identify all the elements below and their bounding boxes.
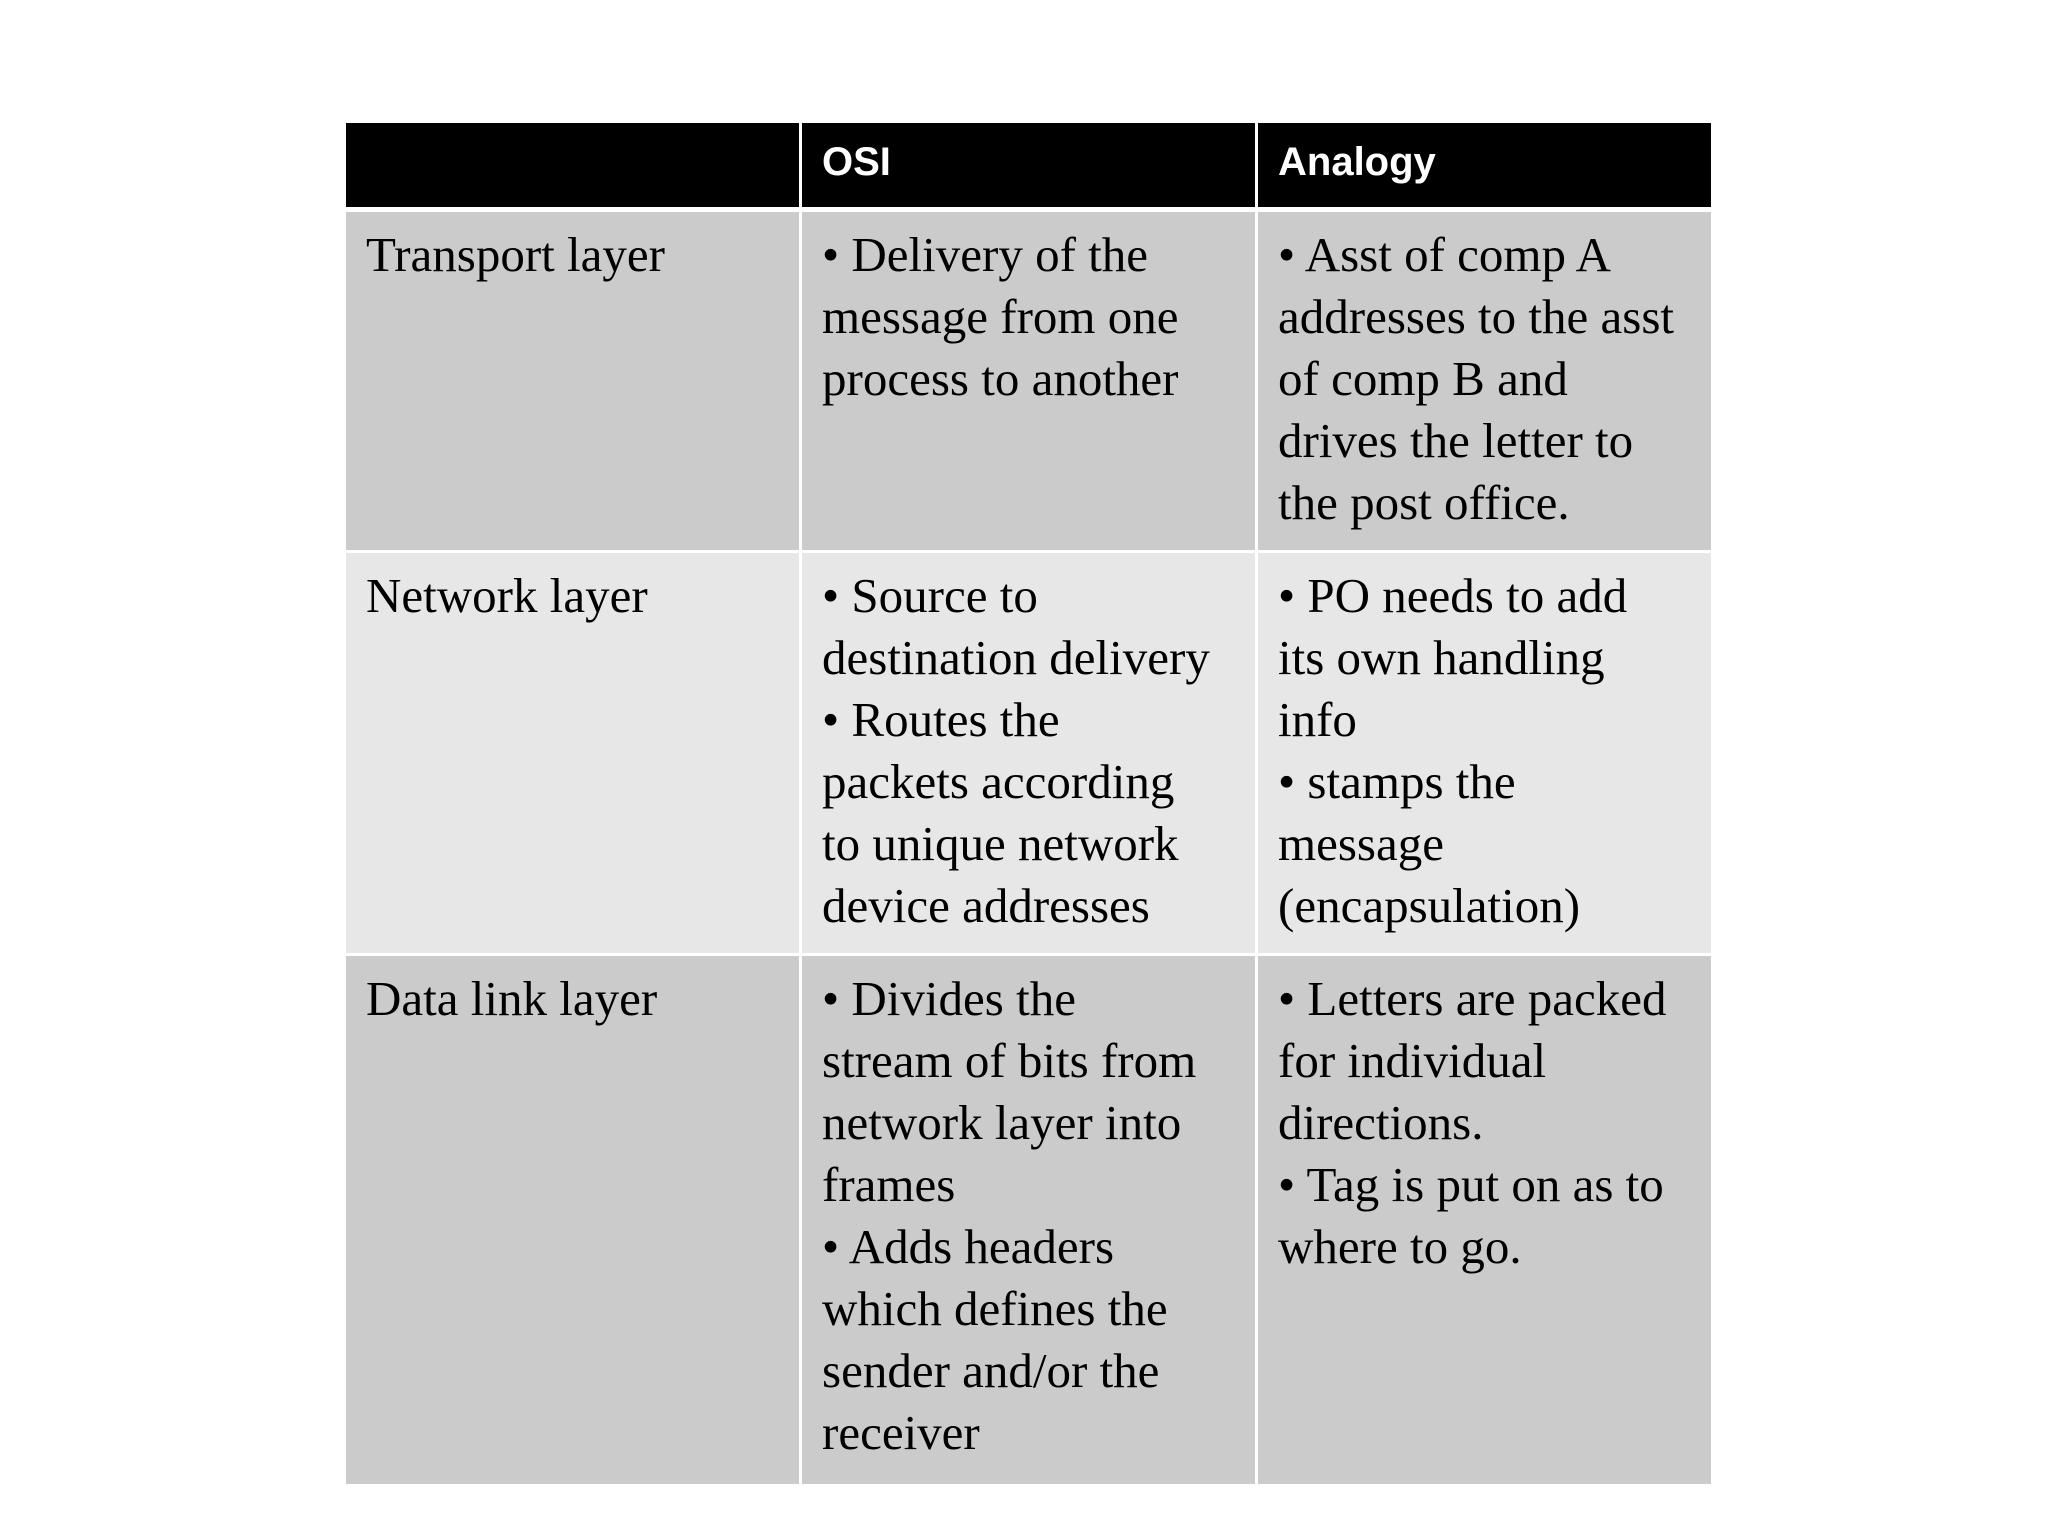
- layer-name: Network layer: [366, 568, 648, 623]
- header-cell-empty: [345, 122, 801, 210]
- osi-line: to unique network: [822, 816, 1179, 871]
- osi-cell: [801, 210, 1257, 552]
- osi-line: device addresses: [822, 878, 1150, 933]
- analogy-line: • Asst of comp A: [1278, 227, 1611, 282]
- osi-line: packets according: [822, 754, 1175, 809]
- layer-name: Data link layer: [366, 971, 658, 1026]
- analogy-line: info: [1278, 692, 1357, 747]
- osi-line: which defines the: [822, 1281, 1168, 1336]
- header-cell-analogy: [1257, 122, 1713, 210]
- osi-line: process to another: [822, 351, 1179, 406]
- layer-cell: [345, 210, 801, 552]
- osi-line: network layer into: [822, 1095, 1182, 1150]
- analogy-line: where to go.: [1278, 1219, 1522, 1274]
- layer-cell: [345, 955, 801, 1486]
- analogy-line: • Letters are packed: [1278, 971, 1667, 1026]
- osi-line: • Source to: [822, 568, 1038, 623]
- osi-line: • Routes the: [822, 692, 1060, 747]
- analogy-line: addresses to the asst: [1278, 289, 1674, 344]
- header-label-analogy: Analogy: [1278, 140, 1436, 184]
- analogy-line: of comp B and: [1278, 351, 1568, 406]
- layer-cell: [345, 552, 801, 955]
- osi-line: sender and/or the: [822, 1343, 1160, 1398]
- analogy-line: (encapsulation): [1278, 878, 1581, 933]
- table-row: [345, 552, 1713, 955]
- analogy-cell: [1257, 552, 1713, 955]
- osi-line: • Divides the: [822, 971, 1076, 1026]
- analogy-line: its own handling: [1278, 630, 1605, 685]
- analogy-line: the post office.: [1278, 475, 1570, 530]
- table-header-row: [345, 122, 1713, 210]
- analogy-cell: [1257, 210, 1713, 552]
- header-cell-osi: [801, 122, 1257, 210]
- osi-line: destination delivery: [822, 630, 1210, 685]
- analogy-line: • stamps the: [1278, 754, 1516, 809]
- header-label-osi: OSI: [822, 140, 891, 184]
- analogy-cell: [1257, 955, 1713, 1486]
- analogy-line: for individual: [1278, 1033, 1547, 1088]
- osi-cell: [801, 955, 1257, 1486]
- analogy-line: • Tag is put on as to: [1278, 1157, 1664, 1212]
- analogy-line: message: [1278, 816, 1444, 871]
- osi-line: receiver: [822, 1405, 980, 1460]
- analogy-line: drives the letter to: [1278, 413, 1634, 468]
- osi-line: stream of bits from: [822, 1033, 1197, 1088]
- osi-cell: [801, 552, 1257, 955]
- osi-line: frames: [822, 1157, 956, 1212]
- layer-name: Transport layer: [366, 227, 665, 282]
- table-row: [345, 955, 1713, 1486]
- header-label: [346, 123, 799, 137]
- table-row: [345, 210, 1713, 552]
- analogy-line: • PO needs to add: [1278, 568, 1628, 623]
- osi-analogy-table: [343, 120, 1714, 1487]
- osi-line: message from one: [822, 289, 1179, 344]
- analogy-line: directions.: [1278, 1095, 1484, 1150]
- osi-line: • Adds headers: [822, 1219, 1115, 1274]
- osi-line: • Delivery of the: [822, 227, 1149, 282]
